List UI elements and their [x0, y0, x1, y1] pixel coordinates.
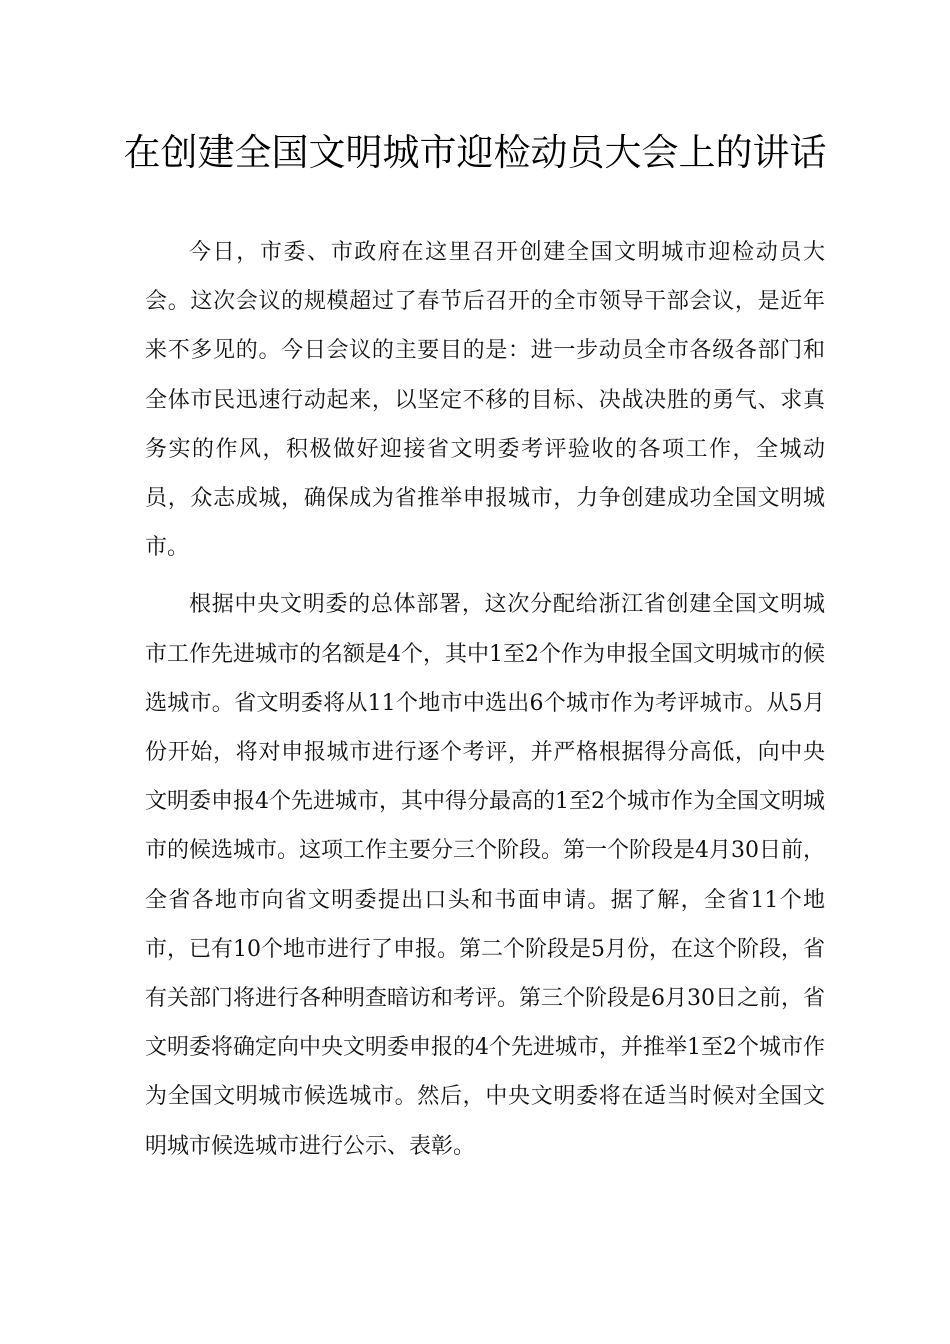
document-title: 在创建全国文明城市迎检动员大会上的讲话 — [123, 131, 827, 174]
paragraph-1: 今日，市委、市政府在这里召开创建全国文明城市迎检动员大会。这次会议的规模超过了春节后召开的全市领导干部会议，是近年来不多见的。今日会议的主要目的是：进一步动员全市各级各部门和全体市民迅速行动起来，以坚定不移的目标、决战决胜的勇气、求真务实的作风，积极做好迎接省文明委考评验收的各项工作，全城动员，众志成城，确保成为省推举申报城市，力争创建成功全国文明城市。 — [145, 240, 825, 561]
document-body — [145, 228, 825, 1179]
paragraph-2: 根据中央文明委的总体部署，这次分配给浙江省创建全国文明城市工作先进城市的名额是4个，其中1至2个作为申报全国文明城市的候选城市。省文明委将从11个地市中选出6个城市作为考评城市。从5月份开始，将对申报城市进行逐个考评，并严格根据得分高低，向中央文明委申报4个先进城市，其中得分最高的1至2个城市作为全国文明城市的候选城市。这项工作主要分三个阶段。第一个阶段是4月30日前，全省各地市向省文明委提出口头和书面申请。据了解，全省11个地市，已有10个地市进行了申报。第二个阶段是5月份，在这个阶段，省有关部门将进行各种明查暗访和考评。第三个阶段是6月30日之前，省文明委将确定向中央文明委申报的4个先进城市，并推举1至2个城市作为全国文明城市候选城市。然后，中央文明委将在适当时候对全国文明城市候选城市进行公示、表彰。 — [145, 592, 825, 1159]
